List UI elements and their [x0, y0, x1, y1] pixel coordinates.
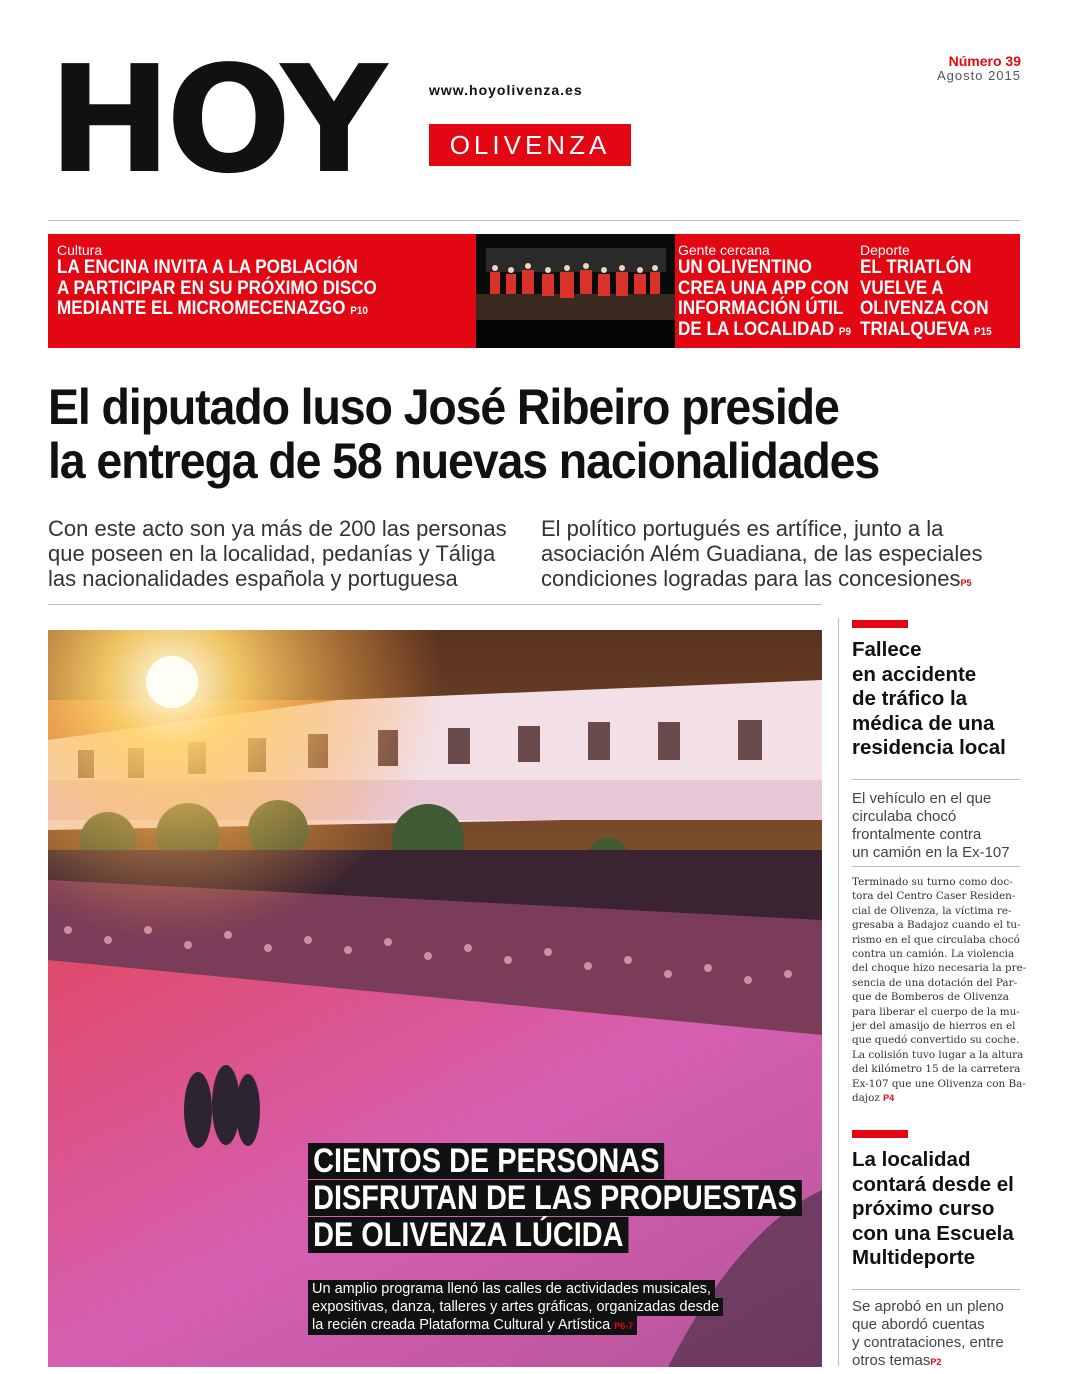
photo-story-sub: Un amplio programa llenó las calles de actividades musicales, expositivas, danza, talleres y artes gráficas, organizadas desde la recién creada Plataforma Cultural y Artística P6-7 — [308, 1280, 723, 1335]
concert-stage-image — [476, 234, 675, 348]
sidebar-story2-headline[interactable]: La localidad contará desde el próximo curso con una Escuela Multideporte — [852, 1148, 1014, 1269]
issue-number: Número 39 — [948, 53, 1021, 69]
teaser-cultura[interactable] — [57, 242, 412, 322]
teaser-photo-concert[interactable] — [476, 234, 675, 348]
sidebar-story1-headline[interactable]: Fallece en accidente de tráfico la médica de una residencia local — [852, 638, 1006, 759]
plaza-crowd-image — [48, 630, 822, 1367]
sidebar-divider — [838, 618, 839, 1366]
issue-date: Agosto 2015 — [936, 68, 1021, 84]
lead-deck-right: El político portugués es artífice, junto a la asociación Além Guadiana, de las especiales condiciones logradas para las concesionesP5 — [541, 516, 983, 591]
page-ref: P4 — [883, 1093, 895, 1104]
sidebar-rule — [852, 779, 1020, 780]
sidebar-story2-deck: Se aprobó en un pleno que abordó cuentas y contrataciones, entre otros temasP2 — [852, 1298, 1004, 1369]
lead-divider — [48, 604, 822, 605]
teaser-bar — [48, 234, 1020, 348]
teaser-kicker: Cultura — [57, 242, 103, 258]
lead-deck-left: Con este acto son ya más de 200 las personas que poseen en la localidad, pedanías y Táliga las nacionalidades española y portuguesa — [48, 516, 507, 591]
page-ref: P6-7 — [614, 1321, 634, 1331]
issue-info — [937, 53, 1021, 84]
sidebar-story1-body: Terminado su turno como doc- tora del Centro Caser Residen- cial de Olivenza, la víctima re- gresaba a Badajoz cuando el tu- rismo en el que circulaba chocó contra un camión. La violencia del choque hizo necesaria la pre- sencia de una dotación del Par- que de Bomberos de Olivenza para liberar el cuerpo de la mu- jer del amasijo de hierros en el que quedó convertido su coche. La colisión tuvo lugar a la altura del kilómetro 15 de la carretera Ex-107 que une Olivenza con Ba- dajoz P4 — [852, 876, 1027, 1105]
sidebar-story1-deck: El vehículo en el que circulaba chocó frontalmente contra un camión en la Ex-107 — [852, 790, 1010, 861]
teaser-headline: EL TRIATLÓN VUELVE A OLIVENZA CON TRIALQUEVA P15 — [860, 257, 992, 340]
page-ref: P5 — [960, 578, 972, 588]
edition-badge: OLIVENZA — [429, 124, 631, 166]
page-ref: P10 — [350, 305, 368, 317]
story-marker — [852, 1130, 908, 1138]
masthead-logo: HOY — [48, 34, 382, 206]
header-divider — [48, 220, 1020, 221]
page-ref: P2 — [930, 1357, 942, 1367]
lead-headline[interactable]: El diputado luso José Ribeiro preside la entrega de 58 nuevas nacionalidades — [48, 379, 880, 489]
story-marker — [852, 620, 908, 628]
teaser-kicker: Deporte — [860, 242, 910, 258]
teaser-headline: LA ENCINA INVITA A LA POBLACIÓN A PARTICIPAR EN SU PRÓXIMO DISCO MEDIANTE EL MICROMECENAZGO P10 — [57, 257, 377, 319]
teaser-kicker: Gente cercana — [678, 242, 770, 258]
teaser-headline: UN OLIVENTINO CREA UNA APP CON INFORMACIÓN ÚTIL DE LA LOCALIDAD P9 — [678, 257, 851, 340]
site-url[interactable]: www.hoyolivenza.es — [429, 82, 583, 98]
teaser-gente-cercana[interactable] — [678, 242, 870, 342]
photo-story-headline[interactable]: CIENTOS DE PERSONAS DISFRUTAN DE LAS PROPUESTAS DE OLIVENZA LÚCIDA — [308, 1143, 889, 1254]
page-ref: P15 — [974, 325, 992, 338]
page-ref: P9 — [838, 325, 851, 338]
teaser-deporte[interactable] — [860, 242, 1006, 342]
sidebar-rule — [852, 1289, 1020, 1290]
main-photo-square[interactable] — [48, 630, 822, 1367]
sidebar-rule — [852, 866, 1020, 867]
